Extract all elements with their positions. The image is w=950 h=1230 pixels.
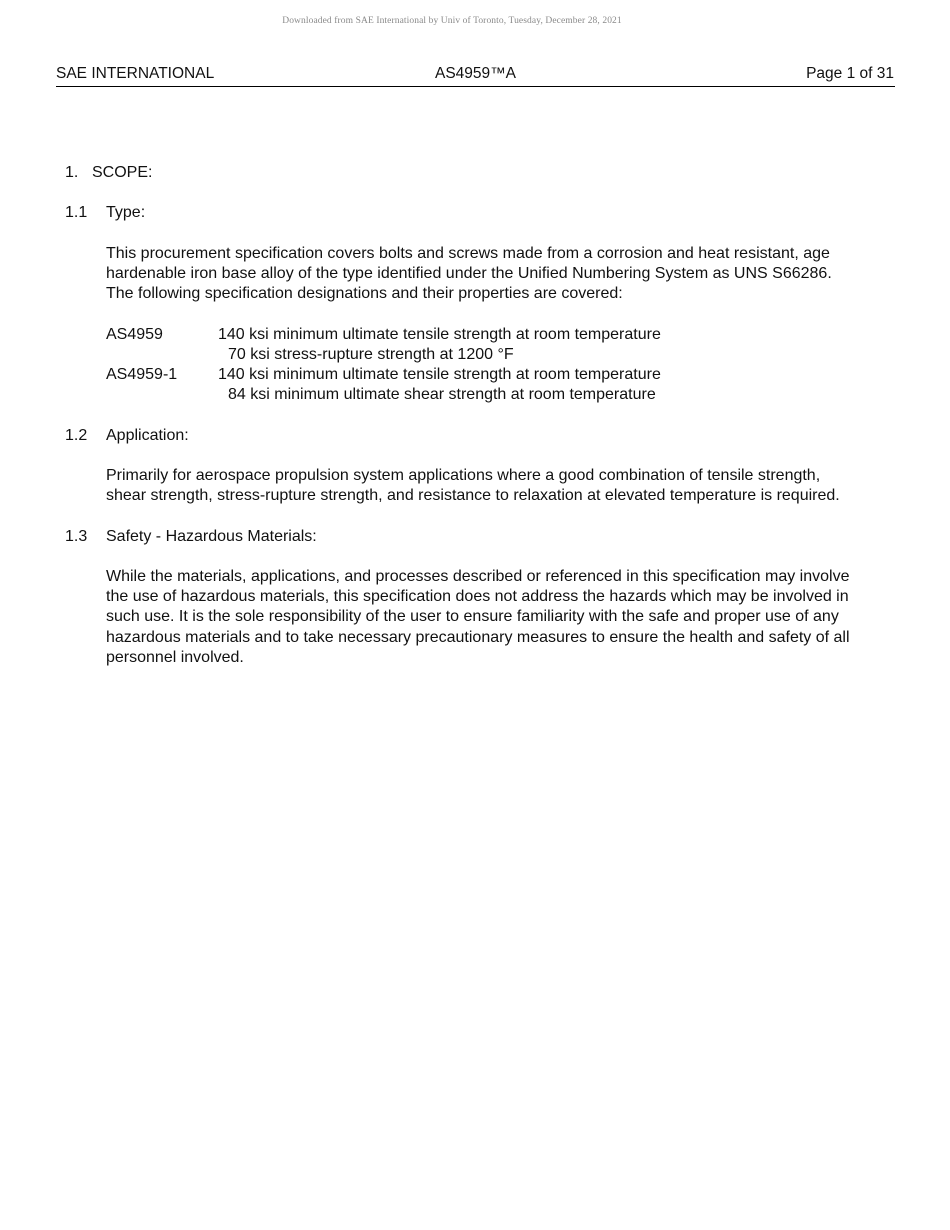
designation-property: 140 ksi minimum ultimate tensile strength at room temperature xyxy=(218,365,661,383)
designation-code: AS4959-1 xyxy=(106,365,178,383)
section-safety-text: While the materials, applications, and processes described or referenced in this specification may involve the use of hazardous materials, this specification does not address the hazards which may be involved in such use. It is the sole responsibility of the user to ensure familiarity with the safe and proper use of any hazardous materials and to take necessary precautionary measures to ensure the health and safety of all personnel involved. xyxy=(106,567,850,666)
section-number: 1.3 xyxy=(65,527,88,545)
document-body xyxy=(65,163,865,668)
designation-property: 84 ksi minimum ultimate shear strength at room temperature xyxy=(228,386,656,404)
designation-row xyxy=(106,365,865,385)
section-application-text: Primarily for aerospace propulsion system applications where a good combination of tensile strength, shear strength, stress-rupture strength, and resistance to relaxation at elevated temperature is required. xyxy=(106,466,840,505)
header-organization: SAE INTERNATIONAL xyxy=(56,65,215,82)
section-title: Safety - Hazardous Materials: xyxy=(106,527,317,545)
section-title: Type: xyxy=(106,204,146,222)
section-number: 1. xyxy=(65,164,79,181)
designation-property: 70 ksi stress-rupture strength at 1200 °F xyxy=(228,345,514,363)
download-notice: Downloaded from SAE International by Univ of Toronto, Tuesday, December 28, 2021 xyxy=(282,16,622,26)
designation-row-continued xyxy=(106,345,865,365)
section-scope-heading xyxy=(65,163,865,183)
section-title: SCOPE: xyxy=(92,164,153,181)
designation-code: AS4959 xyxy=(106,325,163,343)
header-document-id: AS4959™A xyxy=(435,65,516,82)
section-safety-heading xyxy=(65,527,865,547)
section-type-text: This procurement specification covers bolts and screws made from a corrosion and heat resistant, age hardenable iron base alloy of the type identified under the Unified Numbering System as UNS S66286. The following specification designations and their properties are covered: xyxy=(106,244,832,303)
designation-row-continued xyxy=(106,385,865,405)
section-number: 1.1 xyxy=(65,204,88,222)
designation-list xyxy=(106,325,865,406)
section-type-heading xyxy=(65,203,865,223)
designation-property: 140 ksi minimum ultimate tensile strength at room temperature xyxy=(218,325,661,343)
page-header xyxy=(56,66,895,87)
designation-row xyxy=(106,325,865,345)
header-page-number: Page 1 of 31 xyxy=(806,65,894,82)
section-number: 1.2 xyxy=(65,426,88,444)
section-application-heading xyxy=(65,426,865,446)
section-title: Application: xyxy=(106,426,189,444)
